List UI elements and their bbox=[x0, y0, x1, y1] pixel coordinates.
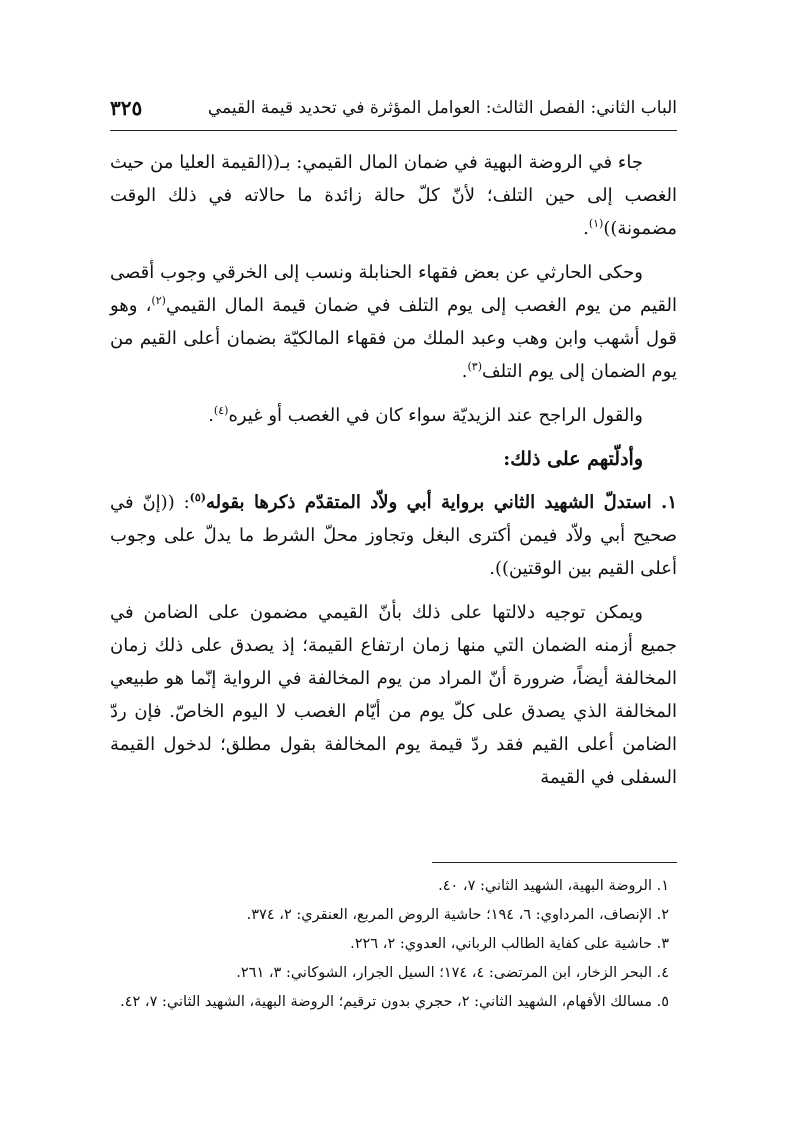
footnote-ref-3[interactable]: (٣) bbox=[467, 360, 482, 373]
paragraph-1-end: . bbox=[583, 218, 589, 239]
footnotes bbox=[110, 872, 677, 1017]
paragraph-2-end: . bbox=[461, 361, 468, 382]
paragraph-5 bbox=[110, 596, 677, 794]
paragraph-4-text: : ((إنّ في صحيح أبي ولاّد فيمن أكترى البغل وتجاوز محلّ الشرط ما يدلّ على وجوب أعلى القيم بين الوقتين)). bbox=[110, 492, 677, 579]
footnote-ref-1[interactable]: (١) bbox=[588, 217, 604, 230]
footnote-ref-2[interactable]: (٢) bbox=[151, 294, 166, 307]
footnote-ref-4[interactable]: (٤) bbox=[213, 404, 229, 417]
paragraph-1-text: جاء في الروضة البهية في ضمان المال القيمي: بـ((القيمة العليا من حيث الغصب إلى حين التلف؛ لأنّ كلّ حالة زائدة ما حالاته في ذلك الوقت مضمونة)) bbox=[110, 152, 677, 239]
footnote-2: ٢. الإنصاف، المرداوي: ٦، ١٩٤؛ حاشية الروض المربع، العنقري: ٢، ٣٧٤. bbox=[246, 907, 669, 923]
paragraph-3-text: والقول الراجح عند الزيديّة سواء كان في الغصب أو غيره bbox=[228, 405, 643, 426]
page-header bbox=[110, 88, 677, 128]
footnote-ref-5[interactable]: (٥) bbox=[189, 491, 206, 504]
main-text bbox=[110, 146, 677, 805]
running-title: الباب الثاني: الفصل الثالث: العوامل المؤثرة في تحديد قيمة القيمي bbox=[207, 98, 677, 118]
paragraph-3-end: . bbox=[208, 405, 214, 426]
paragraph-4 bbox=[110, 486, 677, 585]
paragraph-2-text-a: وحكى الحارثي عن بعض فقهاء الحنابلة ونسب إلى الخرقي وجوب أقصى القيم من يوم الغصب إلى يوم التلف في ضمان قيمة المال القيمي bbox=[110, 262, 677, 316]
footnote-1: ١. الروضة البهية، الشهيد الثاني: ٧، ٤٠. bbox=[438, 878, 669, 894]
section-heading: وأدلّتهم على ذلك: bbox=[503, 448, 643, 470]
paragraph-2-text-b: ، وهو قول أشهب وابن وهب وعبد الملك من فقهاء المالكيّة بضمان أعلى القيم من يوم الضمان إلى يوم التلف bbox=[110, 295, 677, 382]
paragraph-4-bold-text: ١. استدلّ الشهيد الثاني برواية أبي ولاّد المتقدّم ذكرها بقوله bbox=[206, 492, 677, 513]
footnote-divider bbox=[432, 862, 677, 863]
footnote-3: ٣. حاشية على كفاية الطالب الرباني، العدوي: ٢، ٢٢٦. bbox=[350, 936, 669, 952]
paragraph-2 bbox=[110, 256, 677, 388]
page-number: ٣٢٥ bbox=[110, 96, 143, 120]
header-divider bbox=[110, 130, 677, 131]
paragraph-5-text: ويمكن توجيه دلالتها على ذلك بأنّ القيمي مضمون على الضامن في جميع أزمنه الضمان التي منها زمان ارتفاع القيمة؛ إذ يصدق على ذلك زمان المخالفة أيضاً، ضرورة أنّ المراد من يوم المخالفة في الرواية إنّما هو طبيعي المخالفة الذي يصدق على كلّ يوم من أيّام الغصب لا اليوم الخاصّ. فإن ردّ الضامن أعلى القيم فقد ردّ قيمة يوم المخالفة بقول مطلق؛ لدخول القيمة السفلى في القيمة bbox=[110, 602, 677, 788]
footnote-5: ٥. مسالك الأفهام، الشهيد الثاني: ٢، حجري بدون ترقيم؛ الروضة البهية، الشهيد الثاني: ٧، ٤٢. bbox=[120, 994, 669, 1010]
footnote-4: ٤. البحر الزخار، ابن المرتضى: ٤، ١٧٤؛ السيل الجرار، الشوكاني: ٣، ٢٦١. bbox=[236, 965, 669, 981]
paragraph-3 bbox=[110, 399, 677, 432]
paragraph-1 bbox=[110, 146, 677, 245]
